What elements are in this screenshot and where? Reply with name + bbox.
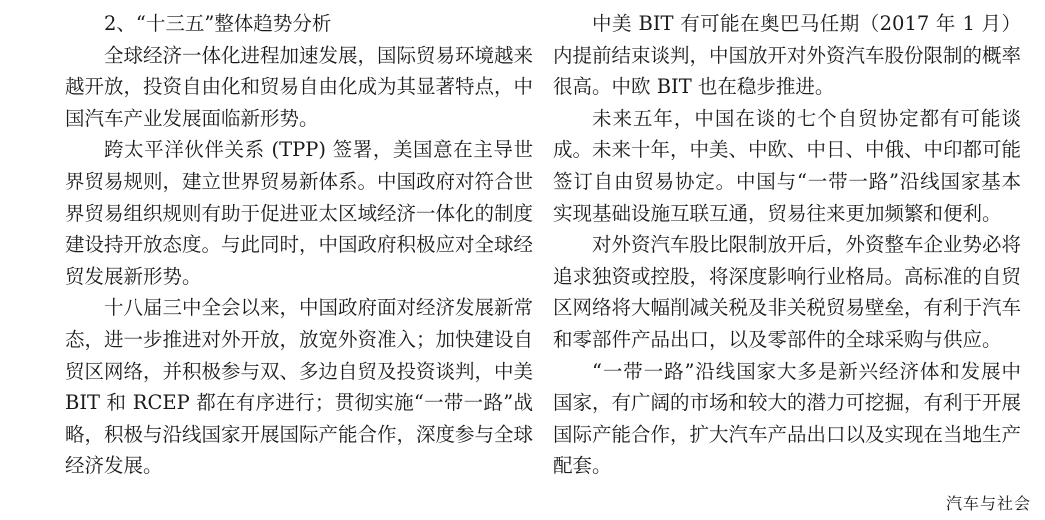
source-watermark: 汽车与社会 bbox=[945, 494, 1031, 513]
paragraph: 跨太平洋伙伴关系 (TPP) 签署，美国意在主导世界贸易规则，建立世界贸易新体系。中国政府对符合世界贸易组织规则有助于促进亚太区域经济一体化的制度建设持开放态度。与此同时，中国政府积极应对全球经贸发展新形势。 bbox=[65, 138, 534, 288]
paragraph: 十八届三中全会以来，中国政府面对经济发展新常态，进一步推进对外开放，放宽外资准入；加快建设自贸区网络，并积极参与双、多边自贸及投资谈判，中美 BIT 和 RCEP 都在有序进行；贯彻实施“一带一路”战略，积极与沿线国家开展国际产能合作，深度参与全球经济发展。 bbox=[65, 296, 534, 478]
left-column bbox=[65, 8, 533, 482]
right-column bbox=[553, 8, 1021, 482]
paragraph: 对外资汽车股比限制放开后，外资整车企业势必将追求独资或控股，将深度影响行业格局。高标准的自贸区网络将大幅削减关税及非关税贸易壁垒，有利于汽车和零部件产品出口，以及零部件的全球采购与供应。 bbox=[553, 233, 1022, 351]
paragraph: 中美 BIT 有可能在奥巴马任期（2017 年 1 月）内提前结束谈判，中国放开对外资汽车股份限制的概率很高。中欧 BIT 也在稳步推进。 bbox=[553, 12, 1022, 99]
paragraph: 全球经济一体化进程加速发展，国际贸易环境越来越开放，投资自由化和贸易自由化成为其显著特点，中国汽车产业发展面临新形势。 bbox=[65, 43, 534, 130]
paragraph: 未来五年，中国在谈的七个自贸协定都有可能谈成。未来十年，中美、中欧、中日、中俄、中印都可能签订自由贸易协定。中国与“一带一路”沿线国家基本实现基础设施互联互通，贸易往来更加频繁和便利。 bbox=[553, 106, 1022, 225]
section-heading: 2、“十三五”整体趋势分析 bbox=[104, 12, 332, 35]
paragraph: “一带一路”沿线国家大多是新兴经济体和发展中国家，有广阔的市场和较大的潜力可挖掘，有利于开展国际产能合作，扩大汽车产品出口以及实现在当地生产配套。 bbox=[553, 359, 1022, 478]
